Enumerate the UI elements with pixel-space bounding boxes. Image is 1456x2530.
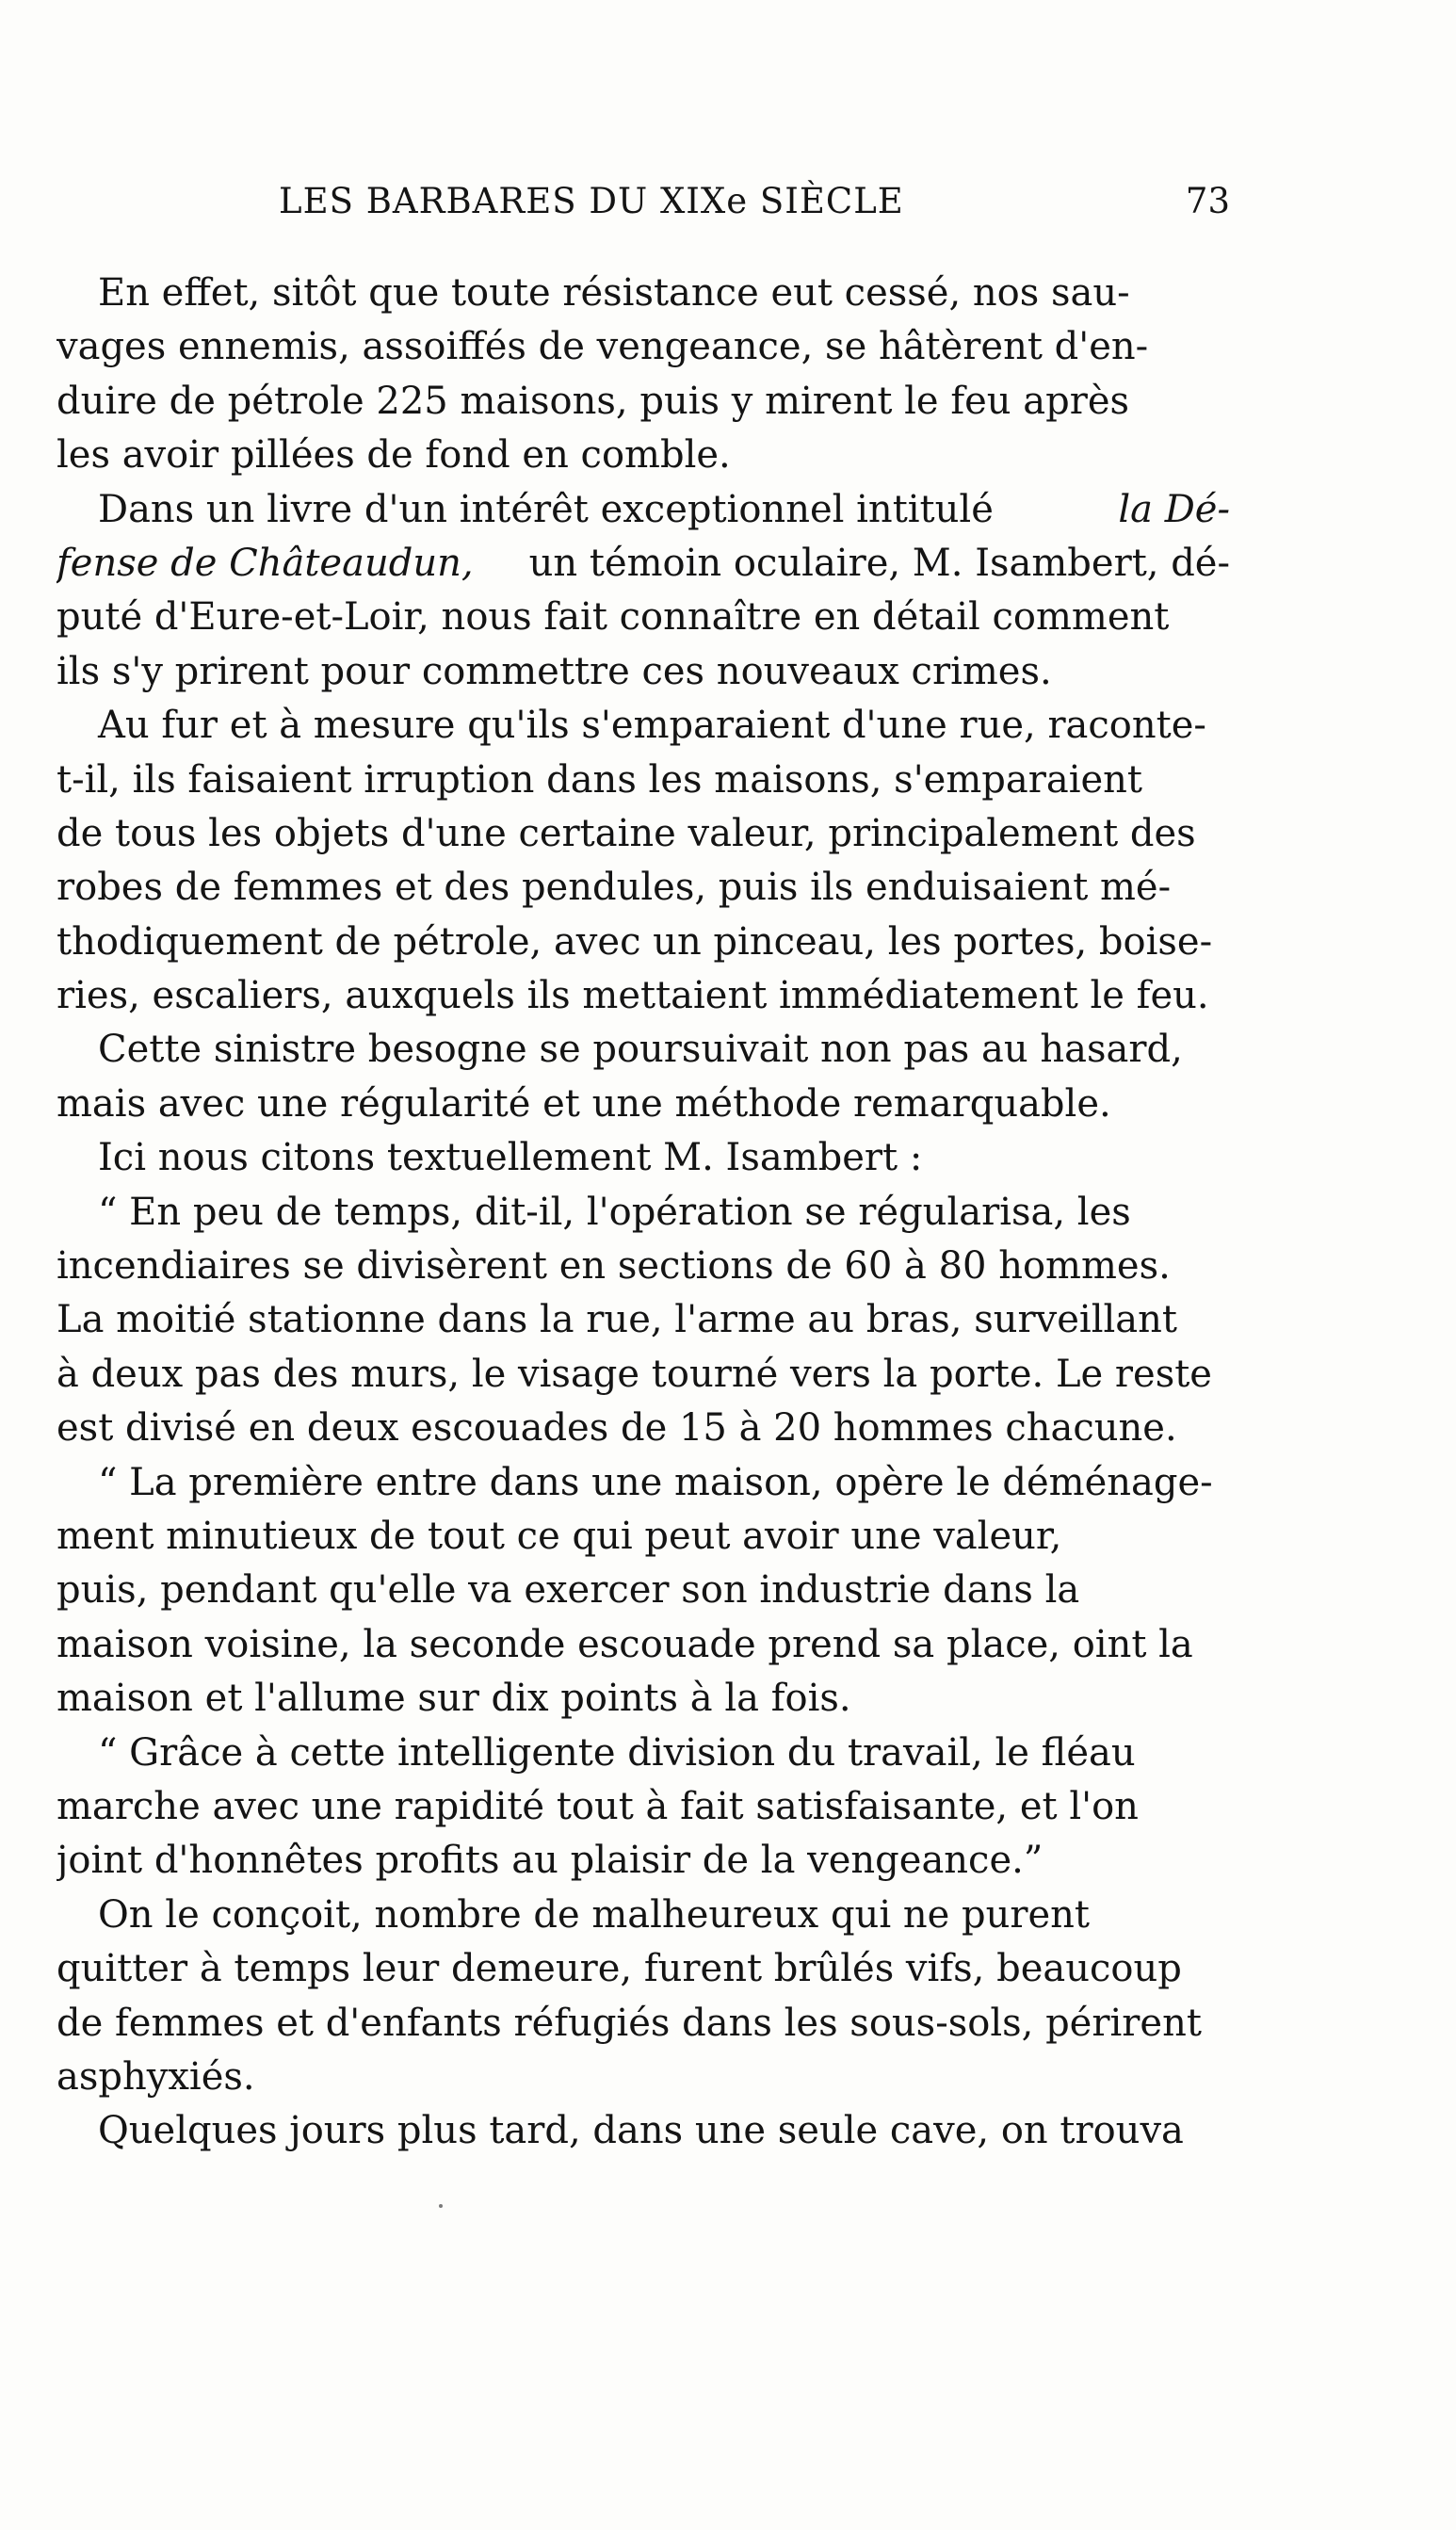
text-line: quitter à temps leur demeure, furent brûlés vifs, beaucoup <box>57 1947 1182 1991</box>
text-line: Cette sinistre besogne se poursuivait non pas au hasard, <box>98 1028 1183 1072</box>
text-line: duire de pétrole 225 maisons, puis y mirent le feu après <box>57 379 1130 423</box>
text-line: “ Grâce à cette intelligente division du travail, le fléau <box>98 1730 1136 1775</box>
text-line: On le conçoit, nombre de malheureux qui ne purent <box>98 1892 1090 1937</box>
text-line: En effet, sitôt que toute résistance eut cessé, nos sau- <box>98 271 1130 315</box>
text-line: t-il, ils faisaient irruption dans les maisons, s'emparaient <box>57 757 1143 802</box>
text-line: à deux pas des murs, le visage tourné vers la porte. Le reste <box>57 1352 1212 1396</box>
text-line: “ La première entre dans une maison, opère le déménage- <box>98 1460 1213 1504</box>
text-line: thodiquement de pétrole, avec un pinceau, les portes, boise- <box>57 919 1213 964</box>
text-line: les avoir pillées de fond en comble. <box>57 433 731 478</box>
text-line: est divisé en deux escouades de 15 à 20 hommes chacune. <box>57 1406 1177 1451</box>
text-line: incendiaires se divisèrent en sections de 60 à 80 hommes. <box>57 1244 1171 1289</box>
text-line: joint d'honnêtes profits au plaisir de la vengeance.” <box>57 1839 1043 1883</box>
text-line: maison voisine, la seconde escouade prend sa place, oint la <box>57 1622 1193 1666</box>
text-line: Quelques jours plus tard, dans une seule cave, on trouva <box>98 2109 1184 2153</box>
text-line: Dans un livre d'un intérêt exceptionnel intitulé la Dé- <box>57 483 1230 537</box>
text-line: mais avec une régularité et une méthode remarquable. <box>57 1081 1111 1126</box>
running-title: LES BARBARES DU XIXe SIÈCLE <box>279 181 904 221</box>
text-line: de tous les objets d'une certaine valeur, principalement des <box>57 811 1196 855</box>
text-line: fense de Châteaudun, un témoin oculaire, M. Isambert, dé- <box>57 537 1230 591</box>
text-line: La moitié stationne dans la rue, l'arme au bras, surveillant <box>57 1298 1177 1342</box>
text-line: ment minutieux de tout ce qui peut avoir une valeur, <box>57 1514 1062 1558</box>
book-title-part: la Dé- <box>1118 487 1230 531</box>
book-title-part: fense de Châteaudun, <box>57 541 474 585</box>
print-speck <box>439 2204 443 2208</box>
text-line: Au fur et à mesure qu'ils s'emparaient d'une rue, raconte- <box>98 704 1206 748</box>
text-line: ries, escaliers, auxquels ils mettaient immédiatement le feu. <box>57 974 1209 1018</box>
text-line: asphyxiés. <box>57 2054 255 2099</box>
page-header <box>279 181 1230 234</box>
page-number: 73 <box>1185 181 1230 221</box>
text-line: “ En peu de temps, dit-il, l'opération se régularisa, les <box>98 1190 1131 1234</box>
text-line: maison et l'allume sur dix points à la fois. <box>57 1677 851 1721</box>
text-line: vages ennemis, assoiffés de vengeance, se hâtèrent d'en- <box>57 325 1149 369</box>
text-line: robes de femmes et des pendules, puis ils enduisaient mé- <box>57 866 1172 910</box>
body-text <box>57 267 1230 2414</box>
text-line: puté d'Eure-et-Loir, nous fait connaître en détail comment <box>57 595 1170 640</box>
text-line: puis, pendant qu'elle va exercer son industrie dans la <box>57 1568 1080 1613</box>
text-line: ils s'y prirent pour commettre ces nouveaux crimes. <box>57 649 1052 693</box>
text-line: de femmes et d'enfants réfugiés dans les sous-sols, périrent <box>57 2001 1202 2045</box>
text-line: marche avec une rapidité tout à fait satisfaisante, et l'on <box>57 1784 1139 1828</box>
text-line: Ici nous citons textuellement M. Isambert : <box>98 1136 923 1180</box>
